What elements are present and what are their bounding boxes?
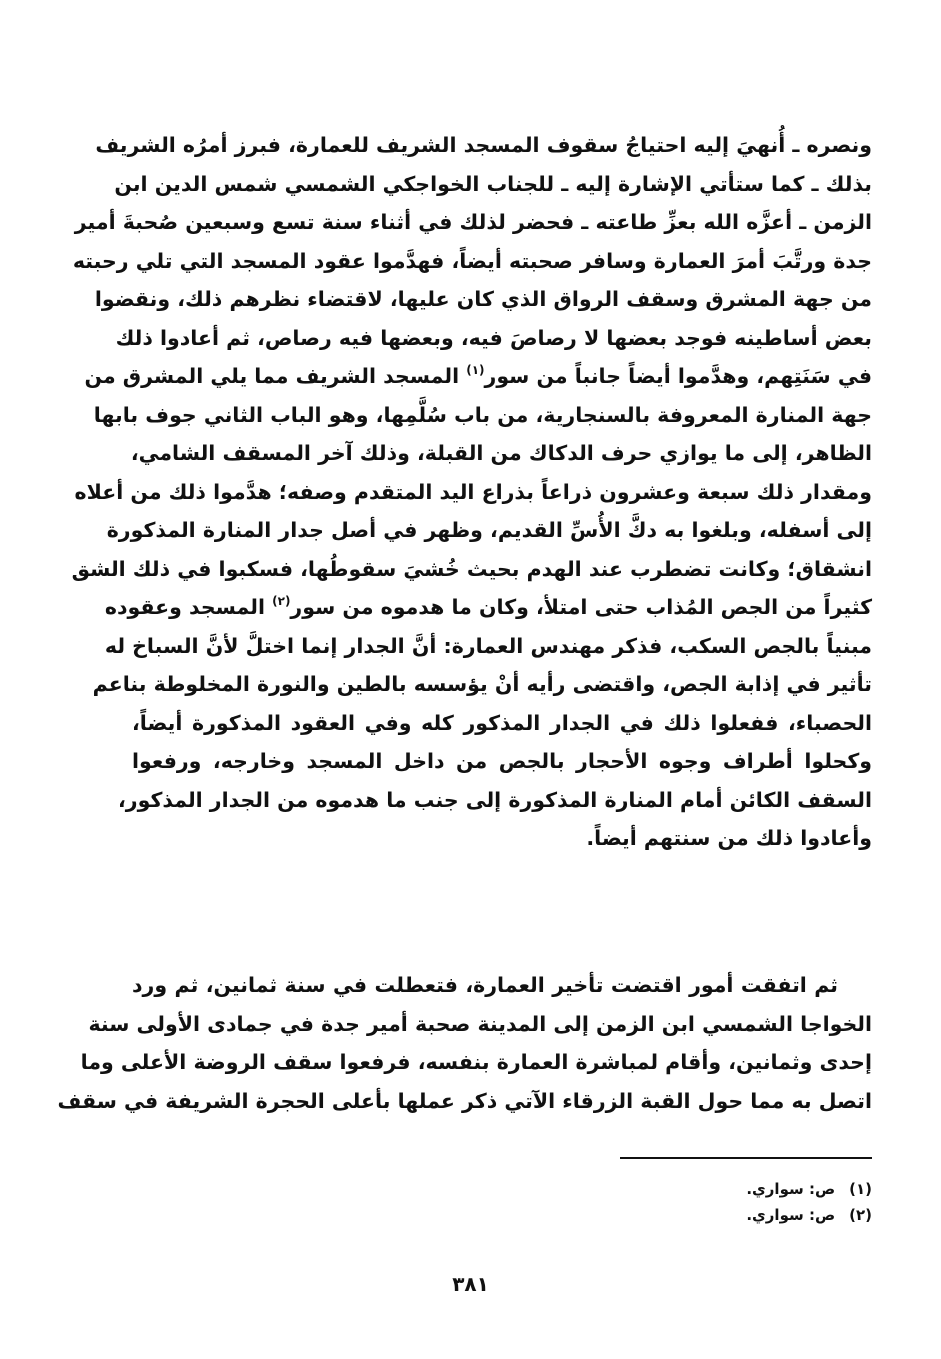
text-line: جدة ورتَّبَ أمرَ العمارة وسافر صحبته أيضاً، فهدَّموا عقود المسجد التي تلي رحبته	[72, 248, 872, 273]
text-line: الظاهر، إلى ما يوازي حرف الدكاك من القبلة، وذلك آخر المسقف الشامي،	[130, 441, 872, 465]
text-line: السقف الكائن أمام المنارة المذكورة إلى جنب ما هدموه من الجدار المذكور،	[118, 787, 872, 812]
text-line: من جهة المشرق وسقف الرواق الذي كان عليها، لاقتضاء نظرهم ذلك، ونقضوا	[94, 287, 872, 311]
text-segment: في سَنَتِهم، وهدَّموا أيضاً جانباً من سور	[484, 364, 872, 388]
text-segment: المسجد وعقوده	[104, 595, 273, 619]
text-line: ثم اتفقت أمور اقتضت تأخير العمارة، فتعطلت في سنة ثمانين، ثم ورد	[132, 973, 838, 997]
footnote-text: ص: سواري.	[746, 1180, 836, 1198]
footnote-number: (٢)	[849, 1206, 872, 1224]
text-line: ومقدار ذلك سبعة وعشرون ذراعاً بذراع اليد المتقدم وصفه؛ هدَّموا ذلك من أعلاه	[74, 479, 872, 504]
text-line: مبنياً بالجص السكب، فذكر مهندس العمارة: أنَّ الجدار إنما اختلَّ لأنَّ السباخ له	[104, 633, 872, 658]
text-line-with-footnote-ref	[104, 588, 872, 627]
footnote-number: (١)	[849, 1180, 872, 1198]
footnote-2	[746, 1202, 872, 1228]
paragraph-2	[57, 966, 872, 1120]
text-line: تأثير في إذابة الجص، واقتضى رأيه أنْ يؤسسه بالطين والنورة المخلوطة بناعم	[92, 672, 872, 696]
text-line: انشقاق؛ وكانت تضطرب عند الهدم بحيث خُشيَ سقوطُها، فسكبوا في ذلك الشق	[71, 556, 872, 581]
text-line: جهة المنارة المعروفة بالسنجارية، من باب سُلَّمِها، وهو الباب الثاني جوف بابها	[93, 402, 872, 427]
footnote-ref-1[interactable]: (١)	[466, 363, 485, 377]
text-line: اتصل به مما حول القبة الزرقاء الآتي ذكر عملها بأعلى الحجرة الشريفة في سقف	[57, 1088, 872, 1113]
text-line: وأعادوا ذلك من سنتهم أيضاً.	[586, 826, 872, 850]
text-line: إلى أسفله، وبلغوا به دكَّ الأُسِّ القديم، وظهر في أصل جدار المنارة المذكورة	[106, 518, 872, 542]
text-line-with-footnote-ref	[84, 357, 872, 396]
text-line: ونصره ـ أُنهيَ إليه احتياجُ سقوف المسجد الشريف للعمارة، فبرز أمرُه الشريف	[95, 133, 872, 157]
page-number: ٣٨١	[452, 1272, 489, 1296]
text-line: بذلك ـ كما ستأتي الإشارة إليه ـ للجناب الخواجكي الشمسي شمس الدين ابن	[114, 171, 872, 196]
text-line: الحصباء، ففعلوا ذلك في الجدار المذكور كله وفي العقود المذكورة أيضاً،	[132, 710, 872, 735]
text-line: الزمن ـ أعزَّه الله بعزِّ طاعته ـ فحضر لذلك في أثناء سنة تسع وسبعين صُحبةَ أمير	[74, 210, 872, 234]
text-segment: المسجد الشريف مما يلي المشرق من	[84, 364, 467, 388]
text-segment: كثيراً من الجص المُذاب حتى امتلأ، وكان ما هدموه من سور	[290, 595, 872, 619]
footnotes	[746, 1176, 872, 1228]
footnote-1	[746, 1176, 872, 1202]
text-line: الخواجا الشمسي ابن الزمن إلى المدينة صحبة أمير جدة في جمادى الأولى سنة	[88, 1011, 872, 1036]
footnote-divider	[620, 1157, 872, 1159]
text-line: إحدى وثمانين، وأقام لمباشرة العمارة بنفسه، فرفعوا سقف الروضة الأعلى وما	[80, 1050, 872, 1074]
paragraph-1	[71, 126, 872, 858]
footnote-ref-2[interactable]: (٢)	[272, 594, 291, 608]
footnote-text: ص: سواري.	[746, 1206, 836, 1224]
text-line: بعض أساطينه فوجد بعضها لا رصاصَ فيه، وبعضها فيه رصاص، ثم أعادوا ذلك	[115, 325, 872, 350]
text-line: وكحلوا أطراف وجوه الأحجار بالجص من داخل المسجد وخارجه، ورفعوا	[132, 749, 872, 773]
